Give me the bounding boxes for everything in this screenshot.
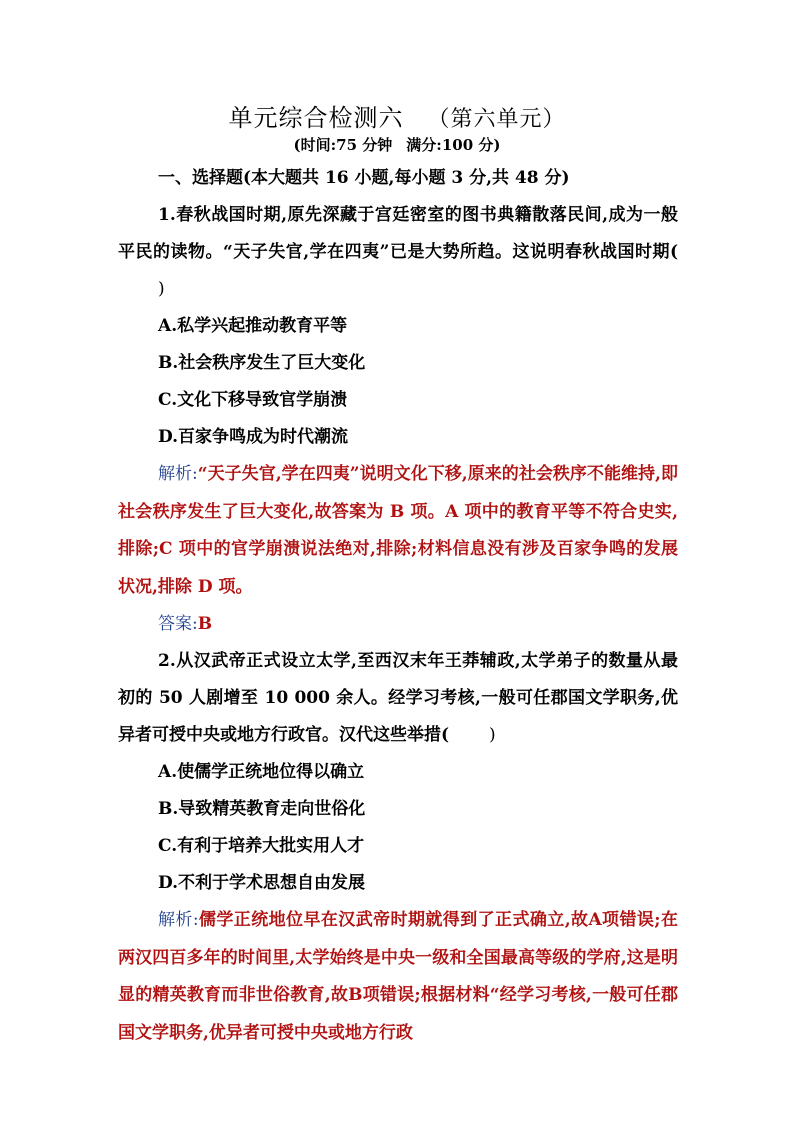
document-body	[118, 160, 678, 1052]
q2-option-c: C.有利于培养大批实用人才	[158, 836, 365, 856]
q2-stem-close: )	[489, 725, 496, 745]
q2-option-d: D.不利于学术思想自由发展	[158, 873, 366, 893]
q2-analysis-label: 解析:	[158, 910, 199, 930]
q1-analysis	[118, 456, 678, 606]
time-score-info	[0, 134, 794, 155]
q1-answer	[118, 606, 678, 643]
q2-analysis	[118, 902, 678, 1052]
score-label: 满分:100 分)	[406, 136, 501, 154]
q1-answer-value: B	[197, 614, 213, 634]
time-label: (时间:75 分钟	[293, 136, 393, 154]
title-main: 单元综合检测六	[228, 104, 404, 132]
q1-analysis-label: 解析:	[158, 464, 198, 484]
q1-analysis-text: “天子失官,学在四夷”说明文化下移,原来的社会秩序不能维持,即社会秩序发生了巨大变化,故答案为 B 项。A 项中的教育平等不符合史实,排除;C 项中的官学崩溃说法绝对,排除;材料信息没有涉及百家争鸣的发展状况,排除 D 项。	[118, 464, 679, 597]
q1-option-a: A.私学兴起推动教育平等	[158, 316, 348, 336]
question-1-stem	[118, 197, 678, 308]
doc-title	[0, 98, 794, 133]
q1-option-b: B.社会秩序发生了巨大变化	[158, 353, 366, 373]
q2-analysis-text: 儒学正统地位早在汉武帝时期就得到了正式确立,故A项错误;在两汉四百多年的时间里,太学始终是中央一级和全国最高等级的学府,这是明显的精英教育而非世俗教育,故B项错误;根据材料“经学习考核,一般可任郡国文学职务,优异者可授中央或地方行政	[118, 910, 678, 1043]
section-heading: 一、选择题(本大题共 16 小题,每小题 3 分,共 48 分)	[158, 168, 570, 188]
q1-option-c: C.文化下移导致官学崩溃	[158, 390, 348, 410]
q1-stem-text: 1.春秋战国时期,原先深藏于宫廷密室的图书典籍散落民间,成为一般平民的读物。“天子失官,学在四夷”已是大势所趋。这说明春秋战国时期(	[118, 205, 678, 262]
question-2-stem	[118, 643, 678, 754]
q2-option-b: B.导致精英教育走向世俗化	[158, 799, 366, 819]
q1-option-d: D.百家争鸣成为时代潮流	[158, 427, 349, 447]
q1-answer-label: 答案:	[158, 614, 198, 634]
title-subtitle: （第六单元）	[427, 107, 566, 132]
q2-option-a: A.使儒学正统地位得以确立	[158, 762, 365, 782]
q1-stem-close: )	[158, 279, 165, 299]
q2-stem-text: 2.从汉武帝正式设立太学,至西汉末年王莽辅政,太学弟子的数量从最初的 50 人剧增至 10 000 余人。经学习考核,一般可任郡国文学职务,优异者可授中央或地方行政官。汉代这些举措(	[118, 651, 678, 745]
